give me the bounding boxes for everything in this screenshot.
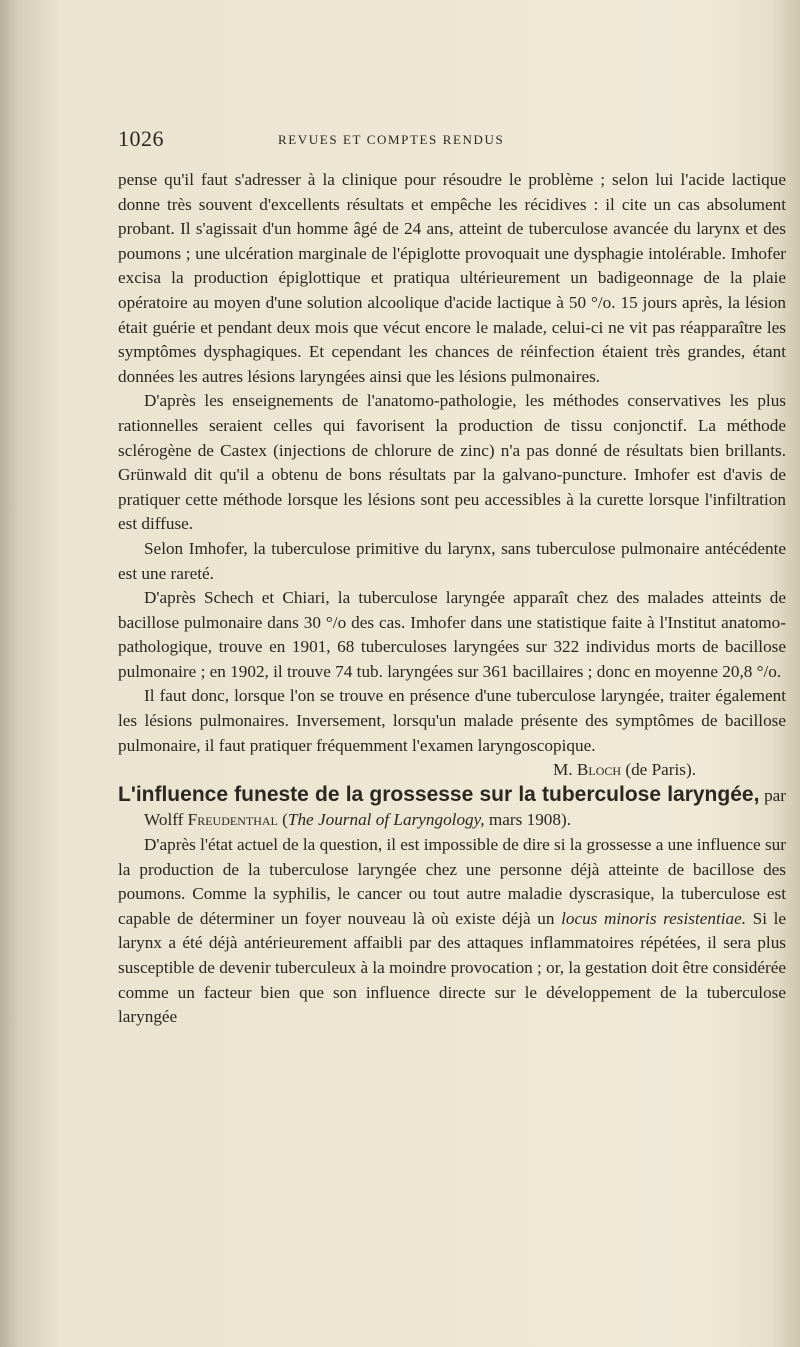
signature-prefix: M. [553,760,573,780]
signature-suffix: (de Paris). [625,760,696,780]
source-open: ( [282,810,288,830]
paragraph-text: D'après l'état actuel de la question, il est impossible de dire si la grossesse a une influence sur la production de la tuberculose laryngée chez une personne déjà atteinte de bacillose des poumons. Comme la syphilis, le cancer ou tout autre maladie dyscrasique, la tuberculose est capable de déterminer un foyer nouveau là où existe déjà un [118,835,786,928]
paragraph: D'après Schech et Chiari, la tuberculose laryngée apparaît chez des malades atteints de bacillose pulmonaire dans 30 °/o des cas. Imhofer dans une statistique faite à l'Institut anatomo-pathologique, trouve en 1901, 68 tuberculoses laryngées sur 322 individus morts de bacillose pulmonaire ; en 1902, il trouve 74 tub. laryngées sur 361 bacillaires ; donc en moyenne 20,8 °/o. [118,588,786,681]
latin-phrase: locus minoris resistentiae. [561,908,747,928]
paragraph-text: Si le larynx a été déjà antérieurement affaibli par des attaques inflammatoires répétées, il sera plus susceptible de devenir tuberculeux à la moindre provocation ; or, la gestation doit être considérée comme un facteur bien que son influence directe sur le développement de la tuberculose laryngée [118,908,787,1027]
paragraph: Il faut donc, lorsque l'on se trouve en présence d'une tuberculose laryngée, traiter également les lésions pulmonaires. Inversement, lorsqu'un malade présente des symptômes de bacillose pulmonaire, il faut pratiquer fréquemment l'examen laryngoscopique. [118,686,786,755]
author-signature [118,758,786,783]
article-heading [118,783,786,833]
page-number: 1026 [118,126,164,151]
article-author: Freudenthal [187,810,278,830]
running-head: REVUES ET COMPTES RENDUS [278,132,505,147]
paragraph [118,833,786,1030]
paragraph: Selon Imhofer, la tuberculose primitive du larynx, sans tuberculose pulmonaire antécédente est une rareté. [118,538,786,583]
journal-name: The Journal of Laryngology, [287,810,485,830]
signature-name: Bloch [576,760,622,780]
paragraph: pense qu'il faut s'adresser à la clinique pour résoudre le problème ; selon lui l'acide lactique donne très souvent d'excellents résultats et empêche les récidives : il cite un cas absolument probant. Il s'agissait d'un homme âgé de 24 ans, atteint de tuberculose avancée du larynx et des poumons ; une ulcération marginale de l'épiglotte provoquait une dysphagie intolérable. Imhofer excisa la production épiglottique et pratiqua ultérieurement un badigeonnage de la plaie opératoire au moyen d'une solution alcoolique d'acide lactique à 50 °/o. 15 jours après, la lésion était guérie et pendant deux mois que vécut encore le malade, celui-ci ne vit pas réapparaître les symptômes dysphagiques. Et cependant les chances de réinfection étaient très grandes, étant données les autres lésions laryngées ainsi que les lésions pulmonaires. [118,170,786,386]
page-body [118,168,786,1030]
article-title: L'influence funeste de la grossesse sur la tuberculose laryngée, [118,782,760,806]
article-by: par Wolff [144,785,787,830]
article-date: mars 1908). [488,810,572,830]
paragraph: D'après les enseignements de l'anatomo-pathologie, les méthodes conservatives les plus rationnelles seraient celles qui favorisent la production de tissu conjonctif. La méthode sclérogène de Castex (injections de chlorure de zinc) n'a pas donné de résultats bien brillants. Grünwald dit qu'il a obtenu de bons résultats par la galvano-puncture. Imhofer est d'avis de pratiquer cette méthode lorsque les lésions sont peu accessibles à la curette lorsque l'infiltration est diffuse. [118,391,786,534]
page-header [118,126,786,156]
